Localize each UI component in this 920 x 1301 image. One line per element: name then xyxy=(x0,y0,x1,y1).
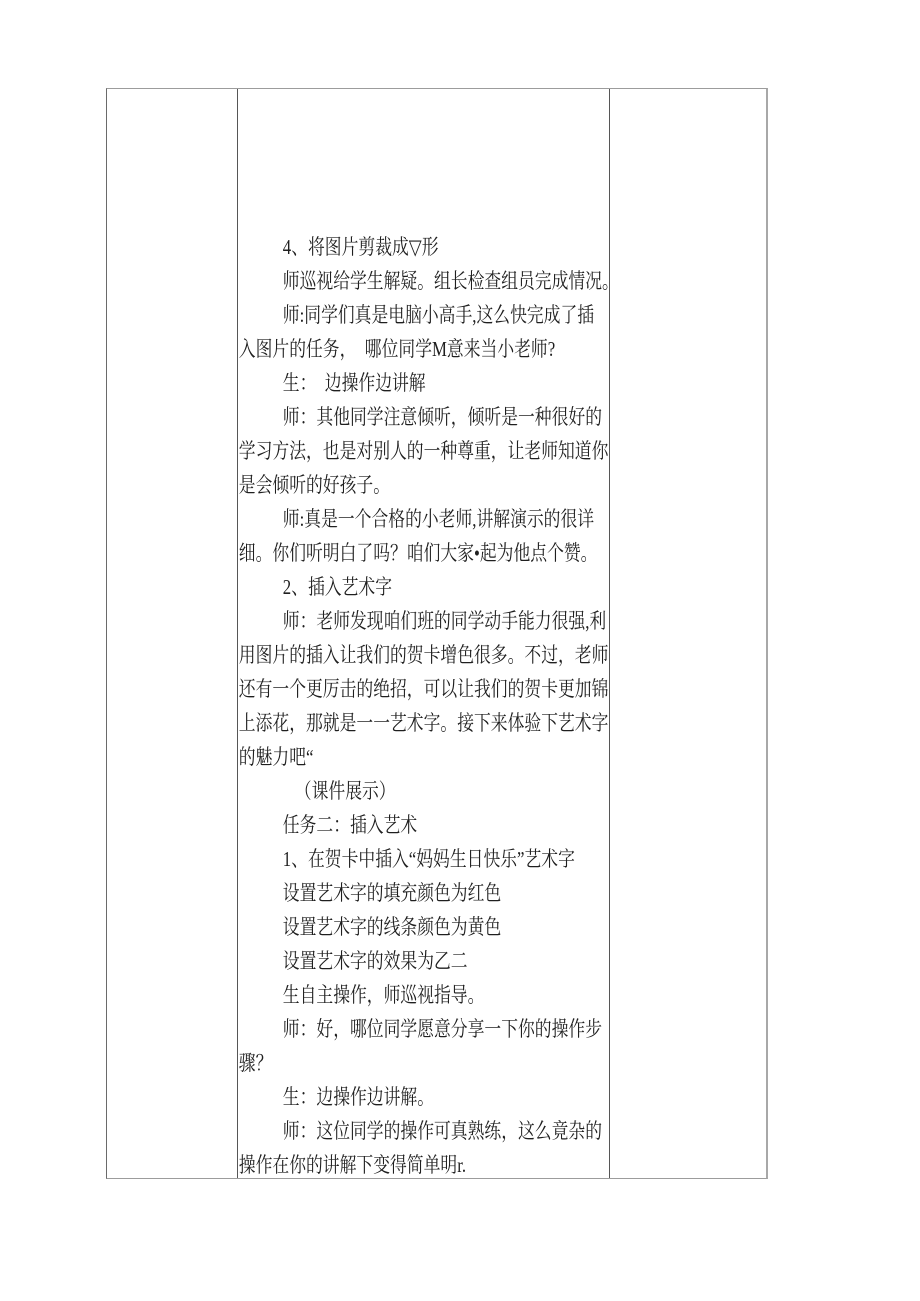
text-line: 还有一个更厉击的绝招，可以让我们的贺卡更加锦 xyxy=(238,677,609,701)
text-line: 师:真是一个合格的小老师,讲解演示的很详 xyxy=(282,507,595,531)
text-line: 师：老师发现咱们班的同学动手能力很强,利 xyxy=(282,609,607,633)
text-line: 生：边操作边讲解。 xyxy=(282,1085,434,1109)
table-cell-content xyxy=(238,89,619,1178)
text-line: 的魅力吧“ xyxy=(238,745,314,769)
text-line: 师：这位同学的操作可真熟练，这么竟杂的 xyxy=(282,1119,602,1143)
text-line: 操作在你的讲解下变得简单明r. xyxy=(238,1153,467,1177)
text-line: 入图片的任务， 哪位同学M意来当小老师? xyxy=(238,337,556,361)
text-line: （课件展示） xyxy=(294,779,396,803)
text-line: 1、在贺卡中插入“妈妈生日快乐”艺术字 xyxy=(282,847,575,871)
text-line: 上添花，那就是一一艺术字。接下来体验下艺术字 xyxy=(238,711,609,735)
text-line: 细。你们听明白了吗？咱们大家•起为他点个赞。 xyxy=(238,541,598,565)
text-line: 骤？ xyxy=(238,1051,273,1075)
text-line: 2、插入艺术字 xyxy=(282,575,392,599)
text-line: 师：其他同学注意倾听，倾听是一种很好的 xyxy=(282,405,602,429)
text-line: 设置艺术字的线条颜色为黄色 xyxy=(282,915,502,939)
text-line: 用图片的插入让我们的贺卡增色很多。不过，老师 xyxy=(238,643,609,667)
text-line: 师:同学们真是电脑小高手,这么快完成了插 xyxy=(282,303,595,327)
text-line: 设置艺术字的填充颜色为红色 xyxy=(282,881,502,905)
text-line: 生自主操作，师巡视指导。 xyxy=(282,983,485,1007)
table-cell-left xyxy=(107,89,238,1178)
lesson-plan-table xyxy=(106,88,768,1179)
text-line: 任务二：插入艺术 xyxy=(282,813,418,837)
content-text-block xyxy=(238,230,619,1182)
text-line: 师巡视给学生解疑。组长检查组员完成情况。 xyxy=(282,269,619,293)
text-line: 师：好，哪位同学愿意分享一下你的操作步 xyxy=(282,1017,602,1041)
table-cell-right xyxy=(610,89,766,1178)
text-line: 4、将图片剪裁成▽形 xyxy=(282,235,439,259)
text-line: 设置艺术字的效果为乙二 xyxy=(282,949,468,973)
text-line: 生： 边操作边讲解 xyxy=(282,371,426,395)
text-line: 学习方法，也是对别人的一种尊重，让老师知道你 xyxy=(238,439,609,463)
text-line: 是会倾听的好孩子。 xyxy=(238,473,390,497)
